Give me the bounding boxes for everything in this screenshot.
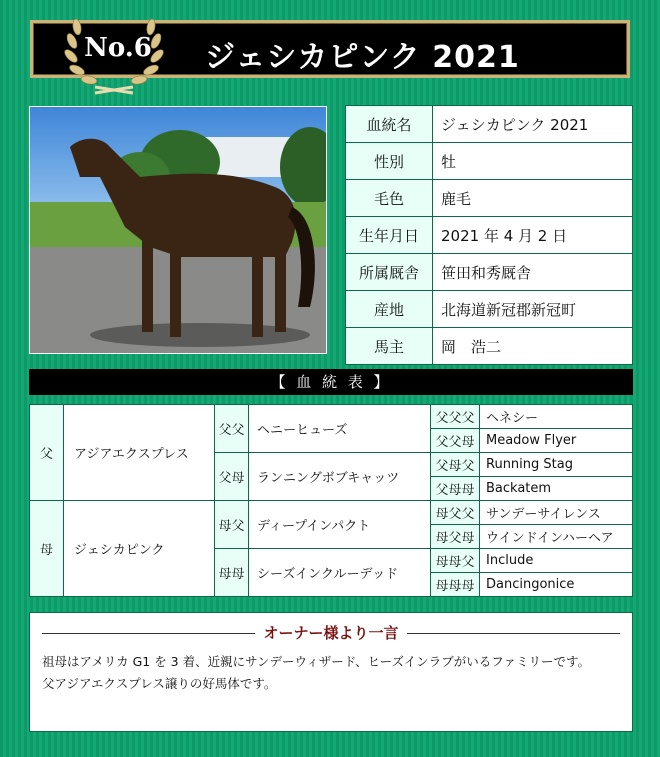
- ancestor-name: ヘネシー: [480, 405, 633, 429]
- header-banner: [30, 20, 630, 78]
- ancestor-name: Include: [480, 549, 633, 573]
- info-row: [346, 106, 633, 143]
- info-row: [346, 217, 633, 254]
- ancestor-label: 父父父: [431, 405, 480, 429]
- horse-info-table: [345, 105, 633, 365]
- info-label: 所属厩舎: [346, 254, 433, 291]
- owner-comment-body: [42, 651, 622, 695]
- info-value: 岡 浩二: [433, 328, 633, 365]
- info-label: 馬主: [346, 328, 433, 365]
- ancestor-label: 母父母: [431, 525, 480, 549]
- ancestor-name: サンデーサイレンス: [480, 501, 633, 525]
- owner-comment-line: 父アジアエクスプレス譲りの好馬体です。: [42, 676, 277, 691]
- dam-label: 母: [30, 501, 64, 597]
- ancestor-name: Running Stag: [480, 453, 633, 477]
- page-title: ジェシカピンク 2021: [205, 40, 520, 75]
- dam-sire-label: 母父: [215, 501, 249, 549]
- ancestor-name: Backatem: [480, 477, 633, 501]
- owner-comment-line: 祖母はアメリカ G1 を 3 着、近親にサンデーウィザード、ヒーズインラブがいるファミリーです。: [42, 654, 590, 669]
- dam-name: ジェシカピンク: [64, 501, 215, 597]
- info-label: 性別: [346, 143, 433, 180]
- info-row: [346, 143, 633, 180]
- sire-dam-label: 父母: [215, 453, 249, 501]
- pedigree-table: [29, 404, 633, 597]
- info-row: [346, 254, 633, 291]
- info-label: 毛色: [346, 180, 433, 217]
- ancestor-label: 父母母: [431, 477, 480, 501]
- owner-comment-box: [29, 612, 633, 732]
- info-row: [346, 180, 633, 217]
- entry-number: No.6: [84, 33, 152, 63]
- ancestor-name: Meadow Flyer: [480, 429, 633, 453]
- sire-name: アジアエクスプレス: [64, 405, 215, 501]
- ancestor-label: 母母母: [431, 573, 480, 597]
- dam-dam-label: 母母: [215, 549, 249, 597]
- horse-photo: [29, 106, 327, 354]
- owner-comment-title-text: オーナー様より一言: [255, 624, 406, 642]
- info-value: 笹田和秀厩舎: [433, 254, 633, 291]
- info-value: 2021 年 4 月 2 日: [433, 217, 633, 254]
- ancestor-label: 父父母: [431, 429, 480, 453]
- dam-sire-name: ディープインパクト: [249, 501, 431, 549]
- info-label: 産地: [346, 291, 433, 328]
- info-label: 血統名: [346, 106, 433, 143]
- info-value: 北海道新冠郡新冠町: [433, 291, 633, 328]
- info-value: 鹿毛: [433, 180, 633, 217]
- horse-photo-image: [30, 107, 327, 354]
- dam-dam-name: シーズインクルーデッド: [249, 549, 431, 597]
- sire-sire-name: ヘニーヒューズ: [249, 405, 431, 453]
- ancestor-name: ウインドインハーヘア: [480, 525, 633, 549]
- ancestor-label: 母父父: [431, 501, 480, 525]
- ancestor-name: Dancingonice: [480, 573, 633, 597]
- ancestor-label: 母母父: [431, 549, 480, 573]
- info-label: 生年月日: [346, 217, 433, 254]
- info-row: [346, 328, 633, 365]
- info-value: 牡: [433, 143, 633, 180]
- info-value: ジェシカピンク 2021: [433, 106, 633, 143]
- sire-dam-name: ランニングボブキャッツ: [249, 453, 431, 501]
- sire-sire-label: 父父: [215, 405, 249, 453]
- ancestor-label: 父母父: [431, 453, 480, 477]
- sire-label: 父: [30, 405, 64, 501]
- owner-comment-title: [30, 622, 632, 643]
- info-row: [346, 291, 633, 328]
- pedigree-title: 【 血 統 表 】: [29, 369, 633, 395]
